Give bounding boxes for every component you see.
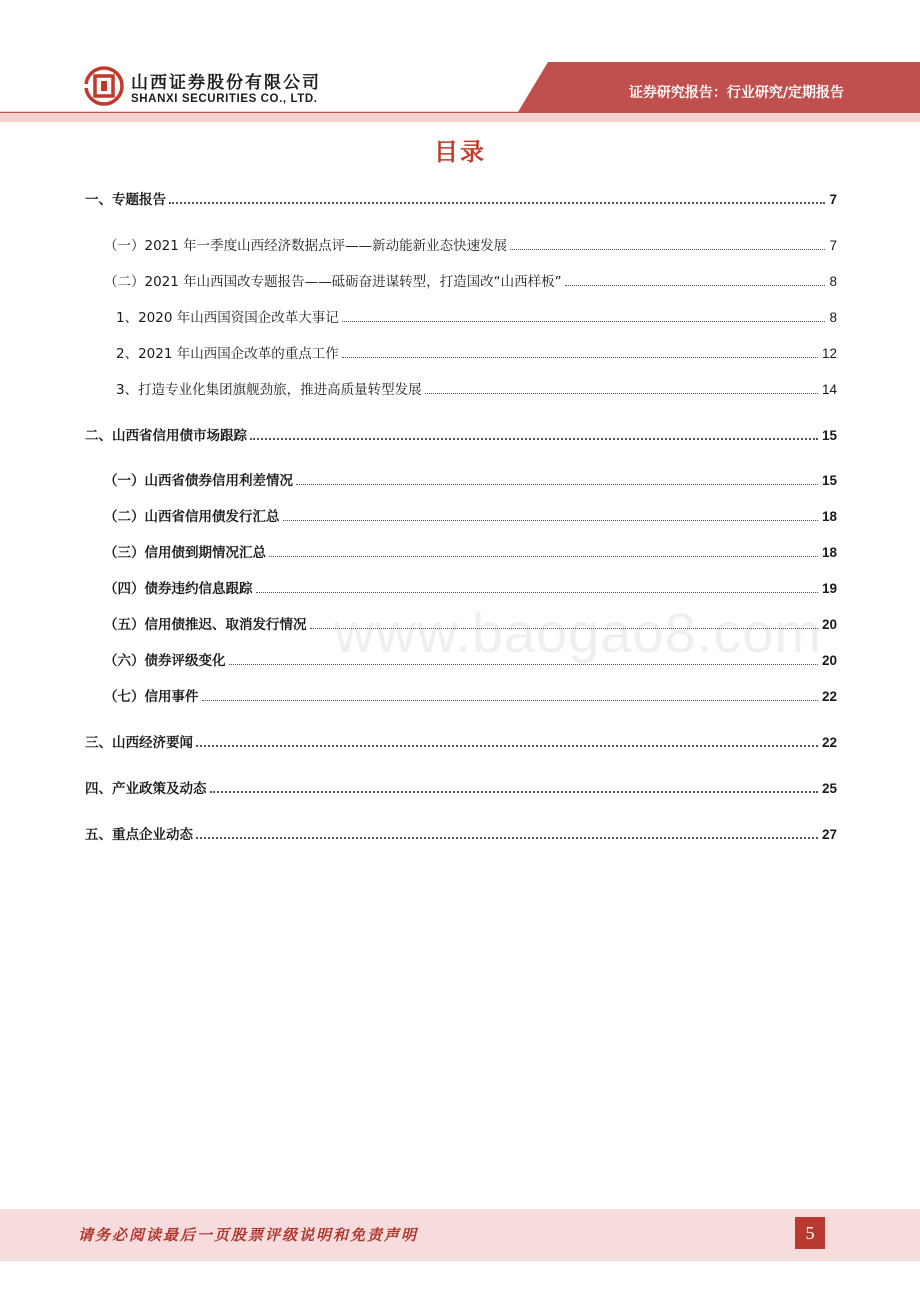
toc-entry-page: 15 — [821, 473, 837, 488]
toc-entry-page: 7 — [829, 238, 837, 253]
toc-leader-dots — [210, 791, 818, 793]
toc-leader-dots — [342, 321, 826, 322]
toc-entry-page: 12 — [821, 346, 837, 361]
toc-entry[interactable] — [104, 272, 837, 292]
toc-entry-page: 20 — [821, 617, 837, 632]
toc-entry-label: （七）信用事件 — [104, 689, 199, 705]
toc-entry[interactable] — [85, 190, 837, 210]
toc-leader-dots — [425, 393, 818, 394]
toc-entry-page: 18 — [821, 545, 837, 560]
toc-entry-label: （六）债券评级变化 — [104, 653, 226, 669]
footer-disclaimer: 请务必阅读最后一页股票评级说明和免责声明 — [78, 1226, 419, 1244]
toc-leader-dots — [250, 438, 818, 440]
page-header — [0, 0, 920, 122]
toc-entry[interactable] — [104, 543, 837, 563]
toc-entry-label: 四、产业政策及动态 — [85, 781, 207, 797]
toc-entry[interactable] — [116, 344, 837, 364]
toc-leader-dots — [565, 285, 826, 286]
toc-entry[interactable] — [104, 687, 837, 707]
toc-entry-label: 1、2020 年山西国资国企改革大事记 — [116, 310, 339, 326]
toc-leader-dots — [269, 556, 818, 557]
toc-entry-page: 22 — [821, 735, 837, 750]
watermark: www.baogao8.com — [334, 601, 823, 664]
toc-entry[interactable] — [116, 380, 837, 400]
toc-entry-page: 19 — [821, 581, 837, 596]
toc-entry[interactable] — [104, 507, 837, 527]
toc-entry-page: 20 — [821, 653, 837, 668]
report-type-tag: 证券研究报告：行业研究/定期报告 — [628, 85, 844, 101]
toc-entry[interactable] — [104, 236, 837, 256]
toc-entry[interactable] — [85, 733, 837, 753]
toc-leader-dots — [202, 700, 818, 701]
toc-entry[interactable] — [85, 825, 837, 845]
toc-entry-label: 2、2021 年山西国企改革的重点工作 — [116, 346, 339, 362]
toc-entry-label: （二）山西省信用债发行汇总 — [104, 509, 280, 525]
toc-leader-dots — [196, 745, 818, 747]
toc-leader-dots — [283, 520, 818, 521]
toc-entry-label: （四）债券违约信息跟踪 — [104, 581, 253, 597]
toc-entry-label: 五、重点企业动态 — [85, 827, 193, 843]
toc-title: 目录 — [434, 138, 486, 166]
toc-entry-label: 二、山西省信用债市场跟踪 — [85, 428, 247, 444]
toc-entry-label: （二）2021 年山西国改专题报告——砥砺奋进谋转型，打造国改“山西样板” — [104, 274, 562, 290]
toc-entry-label: （一）山西省债券信用利差情况 — [104, 473, 293, 489]
page-number: 5 — [795, 1217, 825, 1249]
toc-entry-page: 22 — [821, 689, 837, 704]
toc-entry[interactable] — [104, 579, 837, 599]
toc-entry-page: 25 — [821, 781, 837, 796]
toc-leader-dots — [296, 484, 818, 485]
company-logo-icon — [84, 66, 124, 106]
toc-entry-page: 8 — [829, 310, 837, 325]
toc-entry[interactable] — [104, 471, 837, 491]
toc-entry-label: （一）2021 年一季度山西经济数据点评——新动能新业态快速发展 — [104, 238, 508, 254]
toc-entry-page: 14 — [821, 382, 837, 397]
toc-entry-page: 7 — [829, 192, 837, 207]
toc-leader-dots — [256, 592, 818, 593]
toc-entry-label: （三）信用债到期情况汇总 — [104, 545, 266, 561]
toc-leader-dots — [196, 837, 818, 839]
toc-entry-label: 一、专题报告 — [85, 192, 166, 208]
company-name-cn: 山西证券股份有限公司 — [131, 73, 321, 93]
toc-entry-label: 3、打造专业化集团旗舰劲旅，推进高质量转型发展 — [116, 382, 422, 398]
toc-entry-page: 8 — [829, 274, 837, 289]
company-name-en: SHANXI SECURITIES CO., LTD. — [131, 93, 318, 105]
toc-leader-dots — [169, 202, 825, 204]
toc-entry-label: 三、山西经济要闻 — [85, 735, 193, 751]
toc-entry[interactable] — [116, 308, 837, 328]
toc-leader-dots — [342, 357, 818, 358]
toc-entry[interactable] — [85, 426, 837, 446]
toc-entry-page: 15 — [821, 428, 837, 443]
toc-entry[interactable] — [85, 779, 837, 799]
toc-entry-label: （五）信用债推迟、取消发行情况 — [104, 617, 307, 633]
toc-leader-dots — [510, 249, 825, 250]
toc-entry-page: 18 — [821, 509, 837, 524]
toc-entry-page: 27 — [821, 827, 837, 842]
